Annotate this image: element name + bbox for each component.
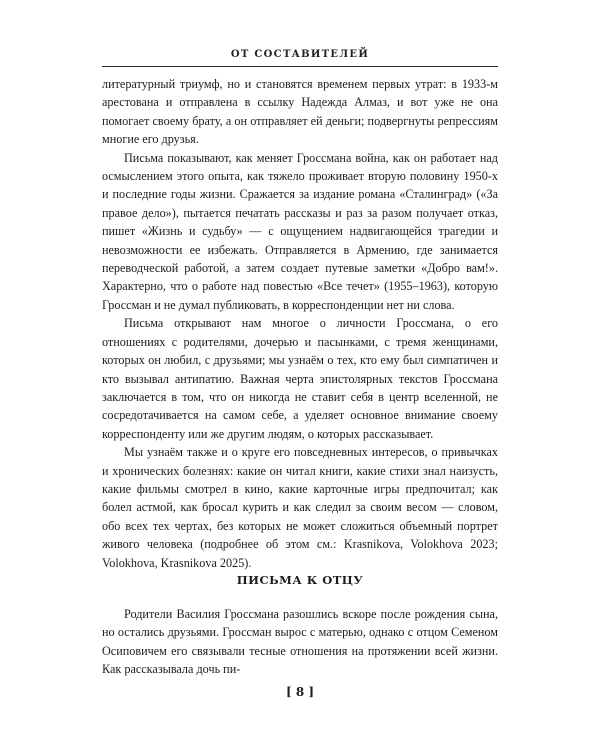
header-divider — [102, 66, 498, 67]
section-title: ПИСЬМА К ОТЦУ — [236, 573, 364, 587]
running-header: ОТ СОСТАВИТЕЛЕЙ — [230, 49, 370, 60]
page-number: [ 8 ] — [285, 685, 315, 699]
body-text — [102, 75, 498, 572]
paragraph-personality: Письма открывают нам многое о личности Гроссмана, о его отношениях с родителями, дочерью и пасынками, с тремя женщинами, которых он любил, с друзьями; мы узнаём о тех, кто ему был симпатичен и кто вызывал антипатию. Важная черта эпистолярных текстов Гроссмана заключается в том, что он никогда не ставит себя в центр вселенной, не сосредотачивается на самом себе, а уделяет основное внимание своему корреспонденту или же другим людям, о которых рассказывает. — [102, 316, 498, 441]
section-body — [102, 605, 498, 679]
paragraph-daily-interests: Мы узнаём также и о круге его повседневных интересов, о привычках и хронических болезнях: какие он читал книги, какие стихи знал наизусть, какие фильмы смотрел в кино, какие карточные игры предпочитал; как болел астмой, как бросал курить и как следил за своим весом — словом, обо всех тех чертах, без которых не может сложиться объемный портрет живого человека (подробнее об этом см.: Krasnikova, Volokhova 2023; Volokhova, Krasnikova 2025). — [102, 445, 498, 570]
paragraph-war-years: Письма показывают, как меняет Гроссмана война, как он работает над осмыслением этого опыта, как тяжело проживает вторую половину 1950-х и последние годы жизни. Сражается за издание романа «Сталинград» («За правое дело»), пытается печатать рассказы и раз за разом получает отказ, пишет «Жизнь и судьбу» — с ощущением надвигающейся трагедии и невозможности ее избежать. Отправляется в Армению, где занимается переводческой работой, а затем создает путевые заметки «Добро вам!». Характерно, что о работе над повестью «Все течет» (1955–1963), которую Гроссман и не думал публиковать, в корреспонденции нет ни слова. — [102, 150, 498, 312]
paragraph-continuation: литературный триумф, но и становятся временем первых утрат: в 1933-м арестована и отправлена в ссылку Надежда Алмаз, и вот уже не она помогает своему брату, а он отправляет ей деньги; подвергнуты репрессиям многие его друзья. — [102, 77, 498, 147]
paragraph-parents: Родители Василия Гроссмана разошлись вскоре после рождения сына, но остались друзьями. Гроссман вырос с матерью, однако с отцом Семеном Осиповичем его связывали тесные отношения на протяжении всей жизни. Как рассказывала дочь пи- — [102, 607, 498, 677]
